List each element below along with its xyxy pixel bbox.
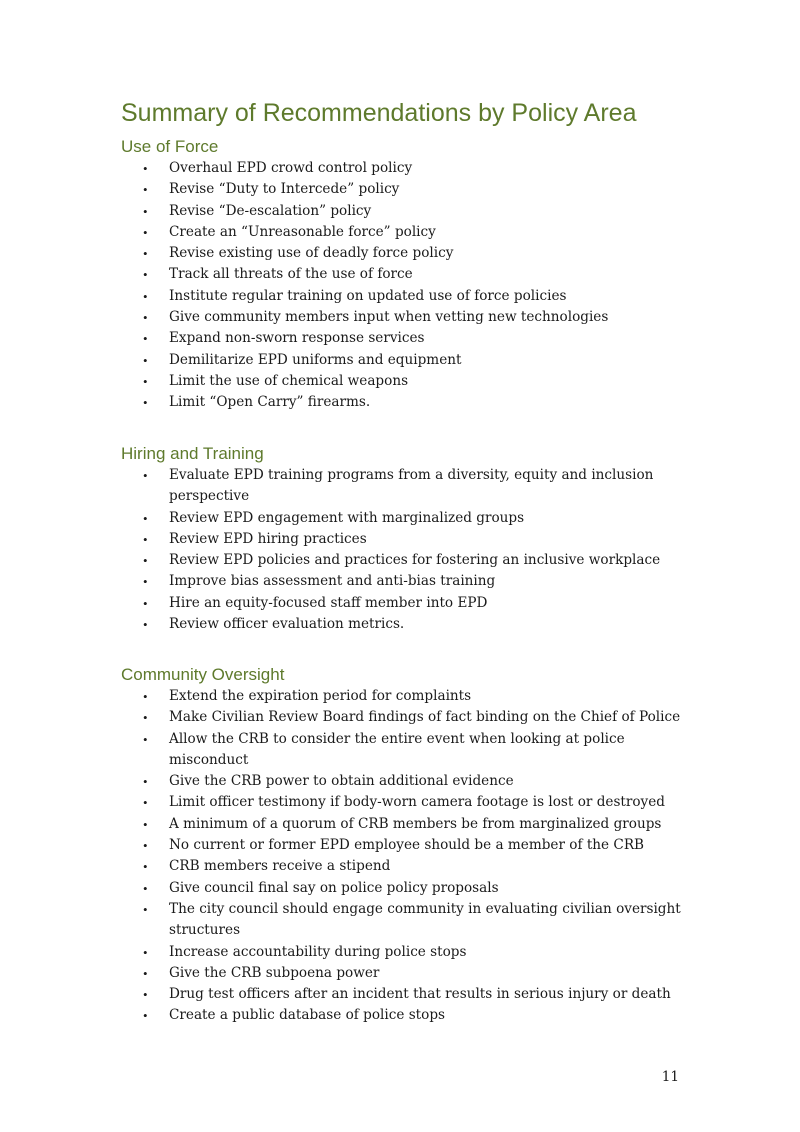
list-item-text: Improve bias assessment and anti-bias training <box>169 573 496 590</box>
bullet-icon: • <box>143 944 148 960</box>
list-item-text: Make Civilian Review Board findings of fact binding on the Chief of Police <box>169 709 681 726</box>
bullet-icon: • <box>143 182 148 198</box>
section-use-of-force <box>121 136 701 414</box>
list-item <box>121 392 701 413</box>
list-item <box>121 465 701 508</box>
bullet-icon: • <box>143 288 148 304</box>
list-item <box>121 264 701 285</box>
list-item-text: Expand non-sworn response services <box>169 330 425 347</box>
list-item-text: A minimum of a quorum of CRB members be from marginalized groups <box>169 815 662 832</box>
list-item <box>121 350 701 371</box>
list-item <box>121 814 701 835</box>
bullet-icon: • <box>143 901 148 917</box>
list-item-text: Create an “Unreasonable force” policy <box>169 223 436 240</box>
bullet-icon: • <box>143 352 148 368</box>
list-item <box>121 984 701 1005</box>
bullet-icon: • <box>143 224 148 240</box>
list-item <box>121 771 701 792</box>
list-item-text: Review EPD engagement with marginalized groups <box>169 509 525 526</box>
section-heading-hiring-and-training: Hiring and Training <box>121 444 264 463</box>
bullet-icon: • <box>143 816 148 832</box>
list-item <box>121 307 701 328</box>
list-item-text: Give council final say on police policy proposals <box>169 879 499 896</box>
list-item <box>121 878 701 899</box>
bullet-icon: • <box>143 838 148 854</box>
list-item-text: Hire an equity-focused staff member into EPD <box>169 594 488 611</box>
list-item <box>121 179 701 200</box>
bullet-icon: • <box>143 731 148 747</box>
list-item <box>121 942 701 963</box>
bullet-icon: • <box>143 267 148 283</box>
section-community-oversight <box>121 664 701 1027</box>
list-item <box>121 792 701 813</box>
bullet-icon: • <box>143 161 148 176</box>
list-item <box>121 707 701 728</box>
bullet-icon: • <box>143 859 148 875</box>
bullet-icon: • <box>143 468 148 483</box>
section-hiring-and-training <box>121 443 701 635</box>
list-item-text: Revise “De-escalation” policy <box>169 202 372 219</box>
list-item-text: The city council should engage community in evaluating civilian oversight structures <box>169 900 681 939</box>
list-item-text: Track all threats of the use of force <box>169 266 413 283</box>
list-item-text: Review EPD hiring practices <box>169 530 367 547</box>
list-item <box>121 222 701 243</box>
bullet-icon: • <box>143 1008 148 1024</box>
bullet-icon: • <box>143 795 148 811</box>
bullet-icon: • <box>143 880 148 896</box>
list-item-text: Review officer evaluation metrics. <box>169 616 405 633</box>
list-item <box>121 201 701 222</box>
list-item-text: Limit “Open Carry” firearms. <box>169 394 371 411</box>
list-item <box>121 328 701 349</box>
list-item <box>121 963 701 984</box>
bullet-icon: • <box>143 373 148 389</box>
bullet-icon: • <box>143 710 148 726</box>
hiring-and-training-list <box>121 465 701 635</box>
list-item-text: Limit the use of chemical weapons <box>169 372 409 389</box>
list-item <box>121 835 701 856</box>
bullet-icon: • <box>143 510 148 526</box>
use-of-force-list <box>121 158 701 414</box>
list-item-text: No current or former EPD employee should be a member of the CRB <box>169 837 645 854</box>
bullet-icon: • <box>143 310 148 326</box>
list-item-text: Increase accountability during police stops <box>169 943 467 960</box>
list-item-text: Overhaul EPD crowd control policy <box>169 160 413 176</box>
list-item <box>121 529 701 550</box>
list-item <box>121 371 701 392</box>
list-item <box>121 508 701 529</box>
list-item-text: Review EPD policies and practices for fostering an inclusive workplace <box>169 552 661 569</box>
bullet-icon: • <box>143 689 148 704</box>
list-item <box>121 729 701 772</box>
list-item-text: Allow the CRB to consider the entire event when looking at police misconduct <box>169 730 625 768</box>
list-item <box>121 614 701 635</box>
list-item-text: Demilitarize EPD uniforms and equipment <box>169 351 462 368</box>
page-title: Summary of Recommendations by Policy Area <box>121 99 637 127</box>
section-heading-use-of-force: Use of Force <box>121 137 219 156</box>
list-item <box>121 856 701 877</box>
bullet-icon: • <box>143 395 148 411</box>
list-item-text: Extend the expiration period for complaints <box>169 688 472 704</box>
bullet-icon: • <box>143 987 148 1003</box>
list-item <box>121 550 701 571</box>
list-item <box>121 593 701 614</box>
list-item <box>121 158 701 179</box>
list-item <box>121 686 701 707</box>
list-item-text: Limit officer testimony if body-worn camera footage is lost or destroyed <box>169 794 665 811</box>
section-heading-community-oversight: Community Oversight <box>121 665 285 684</box>
list-item-text: Give the CRB power to obtain additional evidence <box>169 773 514 790</box>
list-item-text: Drug test officers after an incident that results in serious injury or death <box>169 986 671 1003</box>
list-item-text: CRB members receive a stipend <box>169 858 391 875</box>
bullet-icon: • <box>143 531 148 547</box>
bullet-icon: • <box>143 203 148 219</box>
list-item <box>121 286 701 307</box>
bullet-icon: • <box>143 553 148 569</box>
bullet-icon: • <box>143 774 148 790</box>
list-item-text: Institute regular training on updated use of force policies <box>169 287 567 304</box>
bullet-icon: • <box>143 617 148 633</box>
page-number: 11 <box>661 1069 679 1085</box>
list-item-text: Give community members input when vetting new technologies <box>169 309 609 326</box>
list-item <box>121 899 701 942</box>
list-item-text: Revise “Duty to Intercede” policy <box>169 181 400 198</box>
list-item <box>121 571 701 592</box>
bullet-icon: • <box>143 574 148 590</box>
bullet-icon: • <box>143 331 148 347</box>
list-item-text: Give the CRB subpoena power <box>169 964 380 981</box>
list-item-text: Evaluate EPD training programs from a diversity, equity and inclusion perspective <box>169 467 654 505</box>
bullet-icon: • <box>143 595 148 611</box>
bullet-icon: • <box>143 246 148 262</box>
list-item-text: Create a public database of police stops <box>169 1007 446 1024</box>
bullet-icon: • <box>143 965 148 981</box>
community-oversight-list <box>121 686 701 1027</box>
list-item-text: Revise existing use of deadly force policy <box>169 245 454 262</box>
list-item <box>121 1005 701 1026</box>
list-item <box>121 243 701 264</box>
